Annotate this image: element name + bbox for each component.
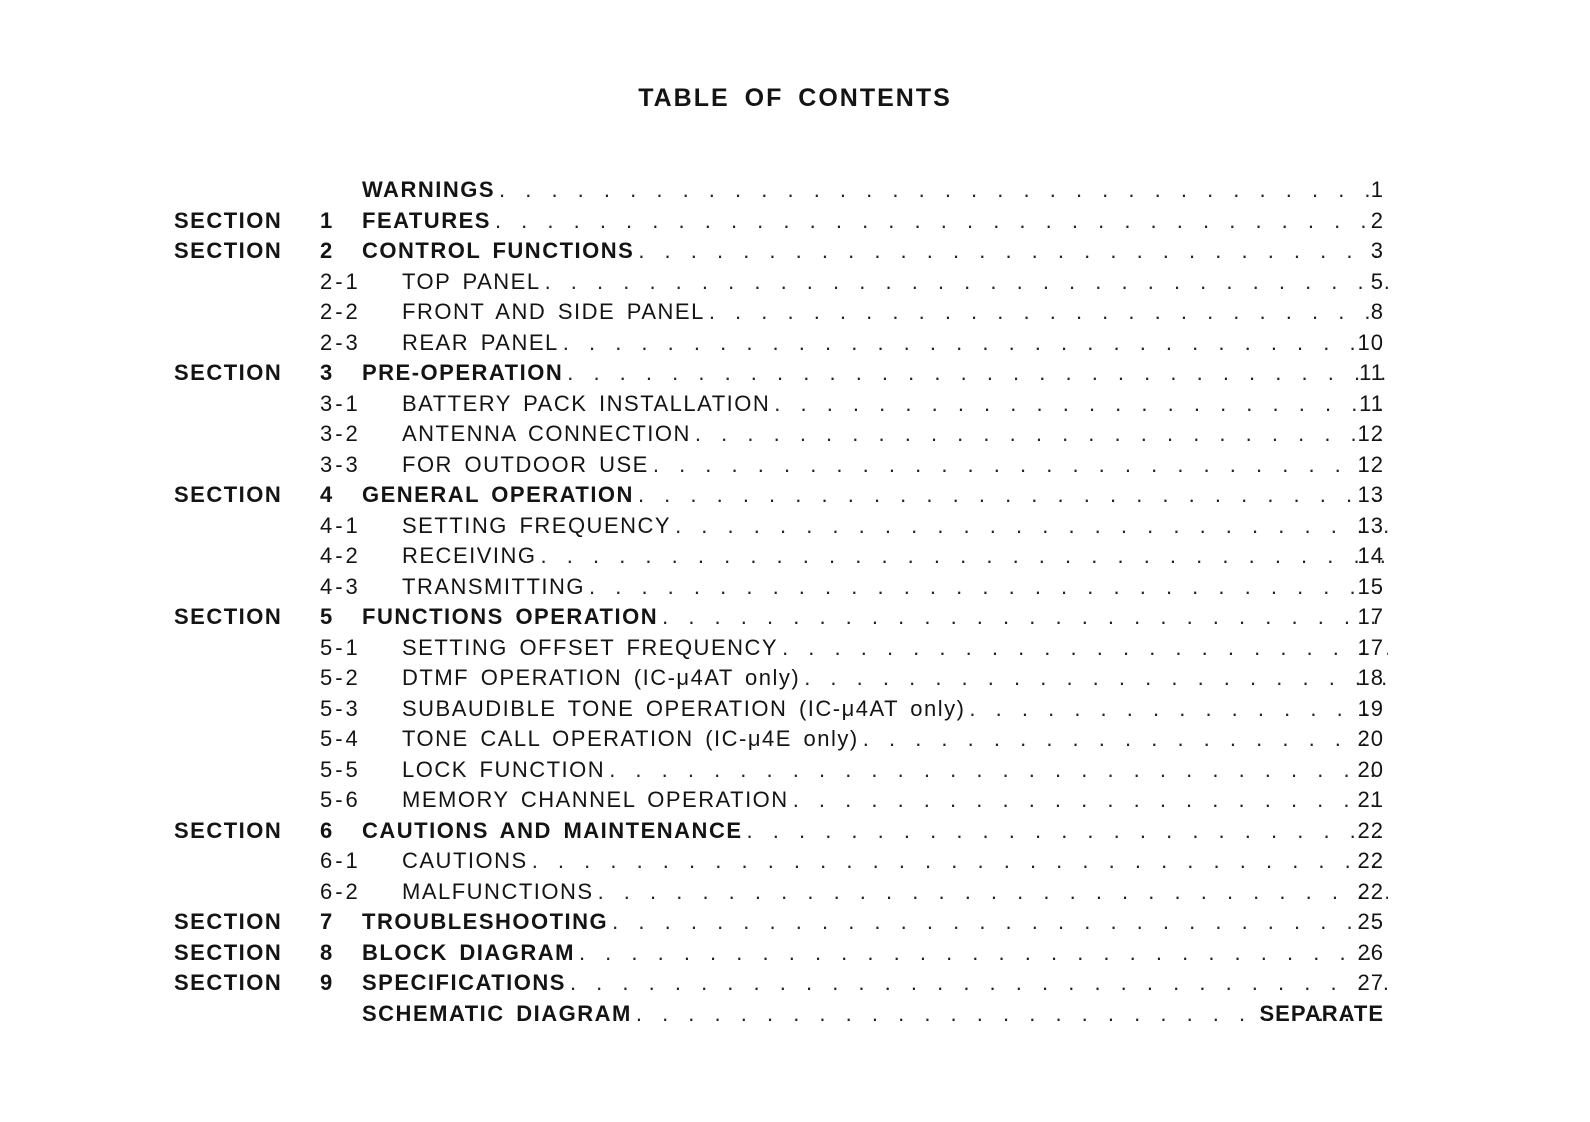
subsection-number: 5-6 [320, 787, 361, 812]
page-number: 13 [1357, 482, 1384, 507]
page-number: 15 [1357, 574, 1384, 599]
toc-row[interactable] [0, 328, 1590, 358]
entry-title: ANTENNA CONNECTION [402, 421, 691, 446]
subsection-number: 5-5 [320, 757, 361, 782]
entry-title: DTMF OPERATION (IC-μ4AT only) [402, 665, 801, 690]
entry-line [402, 511, 1392, 541]
dot-leader [579, 938, 1388, 968]
entry-line [402, 572, 1392, 602]
subsection-number: 2-2 [320, 299, 361, 324]
dot-leader [709, 297, 1388, 327]
subsection-number: 3-2 [320, 421, 361, 446]
entry-line [362, 602, 1392, 632]
section-label: SECTION [174, 604, 283, 629]
dot-leader [695, 419, 1388, 449]
entry-line [362, 236, 1392, 266]
dot-leader [545, 267, 1388, 297]
entry-title: BLOCK DIAGRAM [362, 940, 575, 965]
page-title: TABLE OF CONTENTS [638, 84, 952, 112]
toc-row[interactable] [0, 663, 1590, 693]
dot-leader [495, 206, 1388, 236]
entry-title: TOP PANEL [402, 269, 541, 294]
subsection-number: 5-2 [320, 665, 361, 690]
dot-leader [863, 724, 1388, 754]
dot-leader [675, 511, 1388, 541]
page-number: 12 [1357, 452, 1384, 477]
page-number: SEPARATE [1259, 1001, 1384, 1026]
page-number: 20 [1357, 726, 1384, 751]
entry-line [402, 633, 1392, 663]
entry-line [362, 206, 1392, 236]
page-number: 8 [1370, 299, 1384, 324]
subsection-number: 3-1 [320, 391, 361, 416]
dot-leader [570, 968, 1388, 998]
section-label: SECTION [174, 818, 283, 843]
entry-line [362, 480, 1392, 510]
toc-row[interactable] [0, 267, 1590, 297]
dot-leader [638, 480, 1388, 510]
toc-row[interactable] [0, 816, 1590, 846]
toc-row[interactable] [0, 541, 1590, 571]
subsection-number: 3-3 [320, 452, 361, 477]
entry-line [362, 968, 1392, 998]
entry-title: SETTING FREQUENCY [402, 513, 672, 538]
toc-row[interactable] [0, 633, 1590, 663]
section-label: SECTION [174, 238, 283, 263]
toc-row[interactable] [0, 724, 1590, 754]
entry-line [362, 907, 1392, 937]
entry-line [402, 724, 1392, 754]
entry-line [402, 541, 1392, 571]
entry-title: CAUTIONS [402, 848, 528, 873]
entry-line [402, 785, 1392, 815]
dot-leader [804, 663, 1388, 693]
toc-row[interactable] [0, 480, 1590, 510]
dot-leader [612, 907, 1388, 937]
dot-leader [589, 572, 1388, 602]
toc-row[interactable] [0, 358, 1590, 388]
entry-line [402, 450, 1392, 480]
toc-row[interactable] [0, 236, 1590, 266]
page-number: 22 [1357, 818, 1384, 843]
page-number: 20 [1357, 757, 1384, 782]
page-number: 10 [1357, 330, 1384, 355]
toc-row[interactable] [0, 907, 1590, 937]
dot-leader [969, 694, 1388, 724]
entry-title: RECEIVING [402, 543, 537, 568]
section-number: 4 [320, 482, 334, 507]
section-number: 7 [320, 909, 334, 934]
page-number: 26 [1357, 940, 1384, 965]
toc-row[interactable] [0, 419, 1590, 449]
section-label: SECTION [174, 208, 283, 233]
dot-leader [774, 389, 1388, 419]
entry-title: GENERAL OPERATION [362, 482, 634, 507]
entry-title: MALFUNCTIONS [402, 879, 594, 904]
entry-line [362, 175, 1392, 205]
dot-leader [782, 633, 1388, 663]
subsection-number: 5-1 [320, 635, 361, 660]
entry-line [402, 328, 1392, 358]
page-number: 18 [1357, 665, 1384, 690]
entry-line [402, 877, 1392, 907]
subsection-number: 2-1 [320, 269, 361, 294]
entry-title: MEMORY CHANNEL OPERATION [402, 787, 789, 812]
dot-leader [563, 328, 1388, 358]
page-number: 22 [1357, 848, 1384, 873]
toc-row[interactable] [0, 785, 1590, 815]
toc-row[interactable] [0, 175, 1590, 205]
section-number: 3 [320, 360, 334, 385]
entry-line [362, 358, 1392, 388]
page-number: 27 [1357, 970, 1384, 995]
entry-line [402, 267, 1392, 297]
page-number: 11 [1359, 360, 1384, 385]
page-number: 12 [1357, 421, 1384, 446]
subsection-number: 5-3 [320, 696, 361, 721]
toc-row[interactable] [0, 694, 1590, 724]
subsection-number: 4-1 [320, 513, 361, 538]
dot-leader [609, 755, 1388, 785]
entry-title: SUBAUDIBLE TONE OPERATION (IC-μ4AT only) [402, 696, 966, 721]
page-number: 17 [1357, 604, 1384, 629]
entry-line [362, 999, 1392, 1029]
entry-title: CAUTIONS AND MAINTENANCE [362, 818, 743, 843]
section-label: SECTION [174, 909, 283, 934]
dot-leader [662, 602, 1388, 632]
section-label: SECTION [174, 970, 283, 995]
dot-leader [638, 236, 1388, 266]
section-number: 6 [320, 818, 334, 843]
entry-line [402, 663, 1392, 693]
dot-leader [747, 816, 1388, 846]
page-number: 21 [1357, 787, 1384, 812]
entry-line [402, 389, 1392, 419]
dot-leader [567, 358, 1388, 388]
entry-title: SCHEMATIC DIAGRAM [362, 1001, 632, 1026]
dot-leader [532, 846, 1388, 876]
dot-leader [499, 175, 1388, 205]
section-label: SECTION [174, 940, 283, 965]
toc-row[interactable] [0, 389, 1590, 419]
subsection-number: 6-1 [320, 848, 361, 873]
page-number: 22 [1357, 879, 1384, 904]
toc-row[interactable] [0, 206, 1590, 236]
page-number: 19 [1357, 696, 1384, 721]
entry-title: PRE-OPERATION [362, 360, 564, 385]
page-number: 1 [1370, 177, 1384, 202]
page-number: 17 [1357, 635, 1384, 660]
entry-line [402, 694, 1392, 724]
entry-title: FEATURES [362, 208, 491, 233]
entry-title: TROUBLESHOOTING [362, 909, 609, 934]
entry-title: CONTROL FUNCTIONS [362, 238, 635, 263]
toc-row[interactable] [0, 846, 1590, 876]
entry-title: FRONT AND SIDE PANEL [402, 299, 705, 324]
toc-row[interactable] [0, 511, 1590, 541]
toc-row[interactable] [0, 450, 1590, 480]
toc-row[interactable] [0, 572, 1590, 602]
section-label: SECTION [174, 360, 283, 385]
entry-title: WARNINGS [362, 177, 495, 202]
page-number: 13 [1357, 513, 1384, 538]
toc-row[interactable] [0, 968, 1590, 998]
page-number: 2 [1370, 208, 1384, 233]
section-number: 5 [320, 604, 334, 629]
toc-row[interactable] [0, 602, 1590, 632]
toc-row[interactable] [0, 297, 1590, 327]
entry-title: BATTERY PACK INSTALLATION [402, 391, 771, 416]
page-number: 25 [1357, 909, 1384, 934]
toc-row[interactable] [0, 877, 1590, 907]
dot-leader [541, 541, 1388, 571]
entry-line [402, 297, 1392, 327]
page-number: 14 [1357, 543, 1384, 568]
entry-title: SETTING OFFSET FREQUENCY [402, 635, 779, 660]
section-number: 9 [320, 970, 334, 995]
entry-line [362, 816, 1392, 846]
entry-line [402, 846, 1392, 876]
entry-line [362, 938, 1392, 968]
entry-title: FUNCTIONS OPERATION [362, 604, 659, 629]
toc-row[interactable] [0, 755, 1590, 785]
toc-row[interactable] [0, 938, 1590, 968]
dot-leader [598, 877, 1388, 907]
entry-title: REAR PANEL [402, 330, 559, 355]
page-number: 3 [1370, 238, 1384, 263]
section-label: SECTION [174, 482, 283, 507]
entry-title: FOR OUTDOOR USE [402, 452, 649, 477]
section-number: 1 [320, 208, 334, 233]
subsection-number: 6-2 [320, 879, 361, 904]
subsection-number: 2-3 [320, 330, 361, 355]
section-number: 2 [320, 238, 334, 263]
entry-title: TONE CALL OPERATION (IC-μ4E only) [402, 726, 859, 751]
subsection-number: 4-3 [320, 574, 361, 599]
entry-title: LOCK FUNCTION [402, 757, 606, 782]
entry-title: TRANSMITTING [402, 574, 585, 599]
entry-line [402, 419, 1392, 449]
entry-title: SPECIFICATIONS [362, 970, 566, 995]
dot-leader [793, 785, 1388, 815]
entry-line [402, 755, 1392, 785]
subsection-number: 5-4 [320, 726, 361, 751]
section-number: 8 [320, 940, 334, 965]
dot-leader [653, 450, 1388, 480]
page-number: 5 [1370, 269, 1384, 294]
subsection-number: 4-2 [320, 543, 361, 568]
page-number: 11 [1359, 391, 1384, 416]
toc-row[interactable] [0, 999, 1590, 1029]
